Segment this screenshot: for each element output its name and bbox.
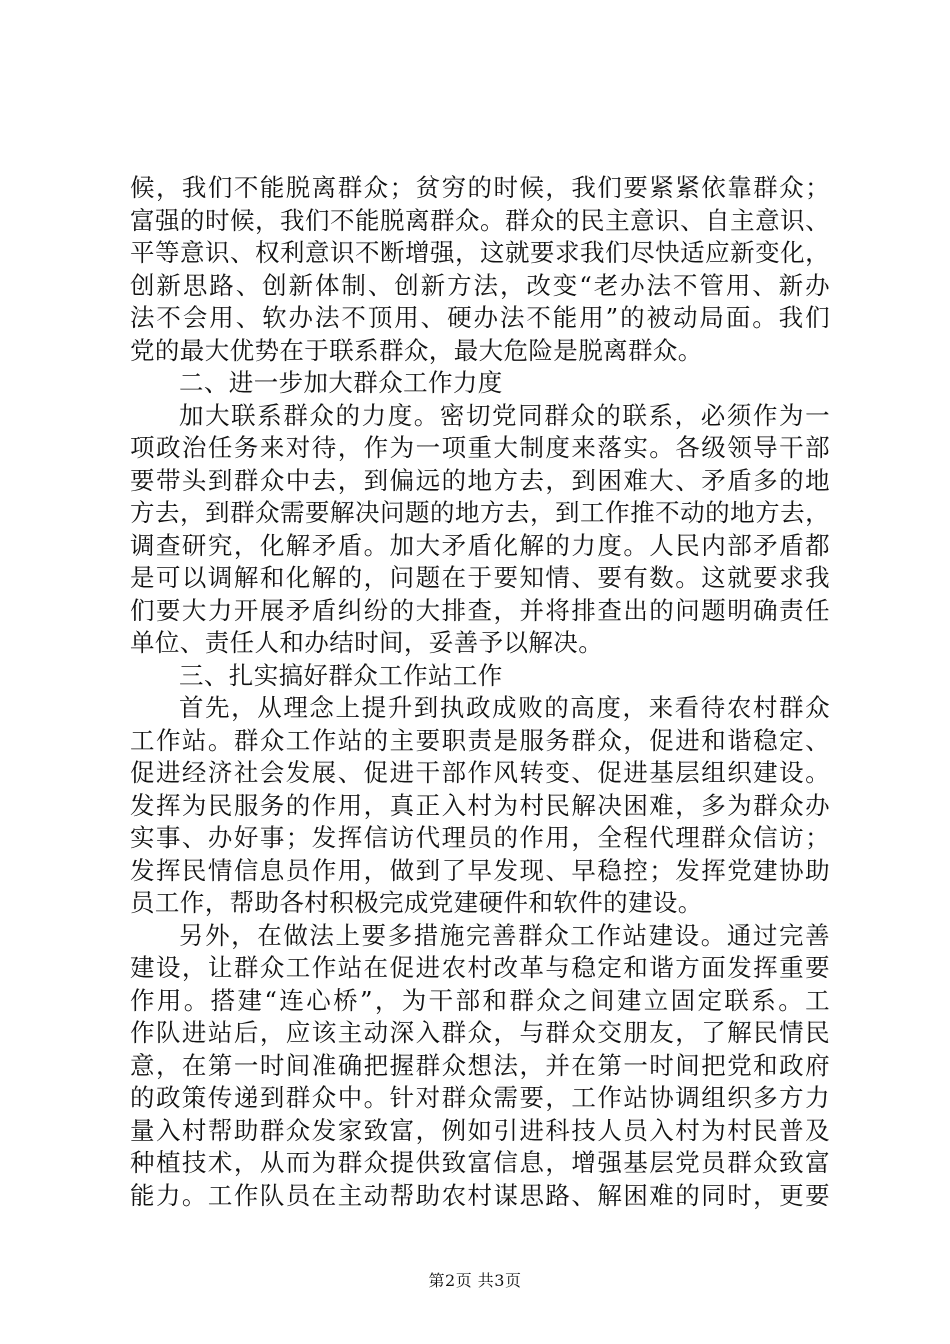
text-line: 法不会用、软办法不顶用、硬办法不能用”的被动局面。我们 [130, 303, 830, 332]
text-line: 平等意识、权利意识不断增强，这就要求我们尽快适应新变化， [130, 238, 830, 267]
text-line: 发挥为民服务的作用，真正入村为村民解决困难，多为群众办 [130, 790, 830, 820]
text-line: 方去，到群众需要解决问题的地方去，到工作推不动的地方去， [130, 498, 830, 527]
text-line: 是可以调解和化解的，问题在于要知情、要有数。这就要求我 [130, 563, 830, 592]
text-line: 的政策传递到群众中。针对群众需要，工作站协调组织多方力 [130, 1083, 830, 1112]
page-footer: 第2页 共3页 [428, 1271, 522, 1290]
text-line: 单位、责任人和办结时间，妥善予以解决。 [130, 628, 604, 657]
text-line: 党的最大优势在于联系群众，最大危险是脱离群众。 [130, 335, 703, 365]
text-line: 另外，在做法上要多措施完善群众工作站建设。通过完善 [179, 920, 830, 950]
text-line: 们要大力开展矛盾纠纷的大排查，并将排查出的问题明确责任 [130, 595, 830, 625]
text-line: 加大联系群众的力度。密切党同群众的联系，必须作为一 [179, 400, 830, 430]
text-line: 意，在第一时间准确把握群众想法，并在第一时间把党和政府 [130, 1050, 830, 1080]
text-line: 工作站。群众工作站的主要职责是服务群众，促进和谐稳定、 [130, 725, 830, 755]
text-line: 建设，让群众工作站在促进农村改革与稳定和谐方面发挥重要 [130, 953, 830, 982]
text-line: 发挥民情信息员作用，做到了早发现、早稳控；发挥党建协助 [130, 855, 830, 885]
section-heading: 二、进一步加大群众工作力度 [179, 368, 503, 397]
text-line: 调查研究，化解矛盾。加大矛盾化解的力度。人民内部矛盾都 [130, 530, 830, 560]
text-line: 候，我们不能脱离群众；贫穷的时候，我们要紧紧依靠群众； [130, 173, 830, 202]
text-line: 实事、办好事；发挥信访代理员的作用，全程代理群众信访； [130, 823, 830, 852]
text-line: 要带头到群众中去，到偏远的地方去，到困难大、矛盾多的地 [130, 465, 830, 495]
text-line: 创新思路、创新体制、创新方法，改变“老办法不管用、新办 [130, 270, 830, 300]
text-line: 作队进站后，应该主动深入群众，与群众交朋友，了解民情民 [130, 1018, 830, 1047]
text-line: 种植技术，从而为群众提供致富信息，增强基层党员群众致富 [130, 1148, 830, 1177]
section-heading: 三、扎实搞好群众工作站工作 [179, 660, 503, 690]
text-line: 促进经济社会发展、促进干部作风转变、促进基层组织建设。 [130, 758, 830, 787]
text-line: 项政治任务来对待，作为一项重大制度来落实。各级领导干部 [130, 433, 830, 462]
text-line: 富强的时候，我们不能脱离群众。群众的民主意识、自主意识、 [130, 205, 830, 235]
text-line: 量入村帮助群众发家致富，例如引进科技人员入村为村民普及 [130, 1115, 830, 1145]
text-line: 员工作，帮助各村积极完成党建硬件和软件的建设。 [130, 888, 703, 917]
text-line: 作用。搭建“连心桥”，为干部和群众之间建立固定联系。工 [130, 985, 830, 1015]
text-line: 首先，从理念上提升到执政成败的高度，来看待农村群众 [179, 693, 830, 722]
text-line: 能力。工作队员在主动帮助农村谋思路、解困难的同时，更要 [130, 1180, 830, 1210]
document-body [130, 172, 830, 1212]
